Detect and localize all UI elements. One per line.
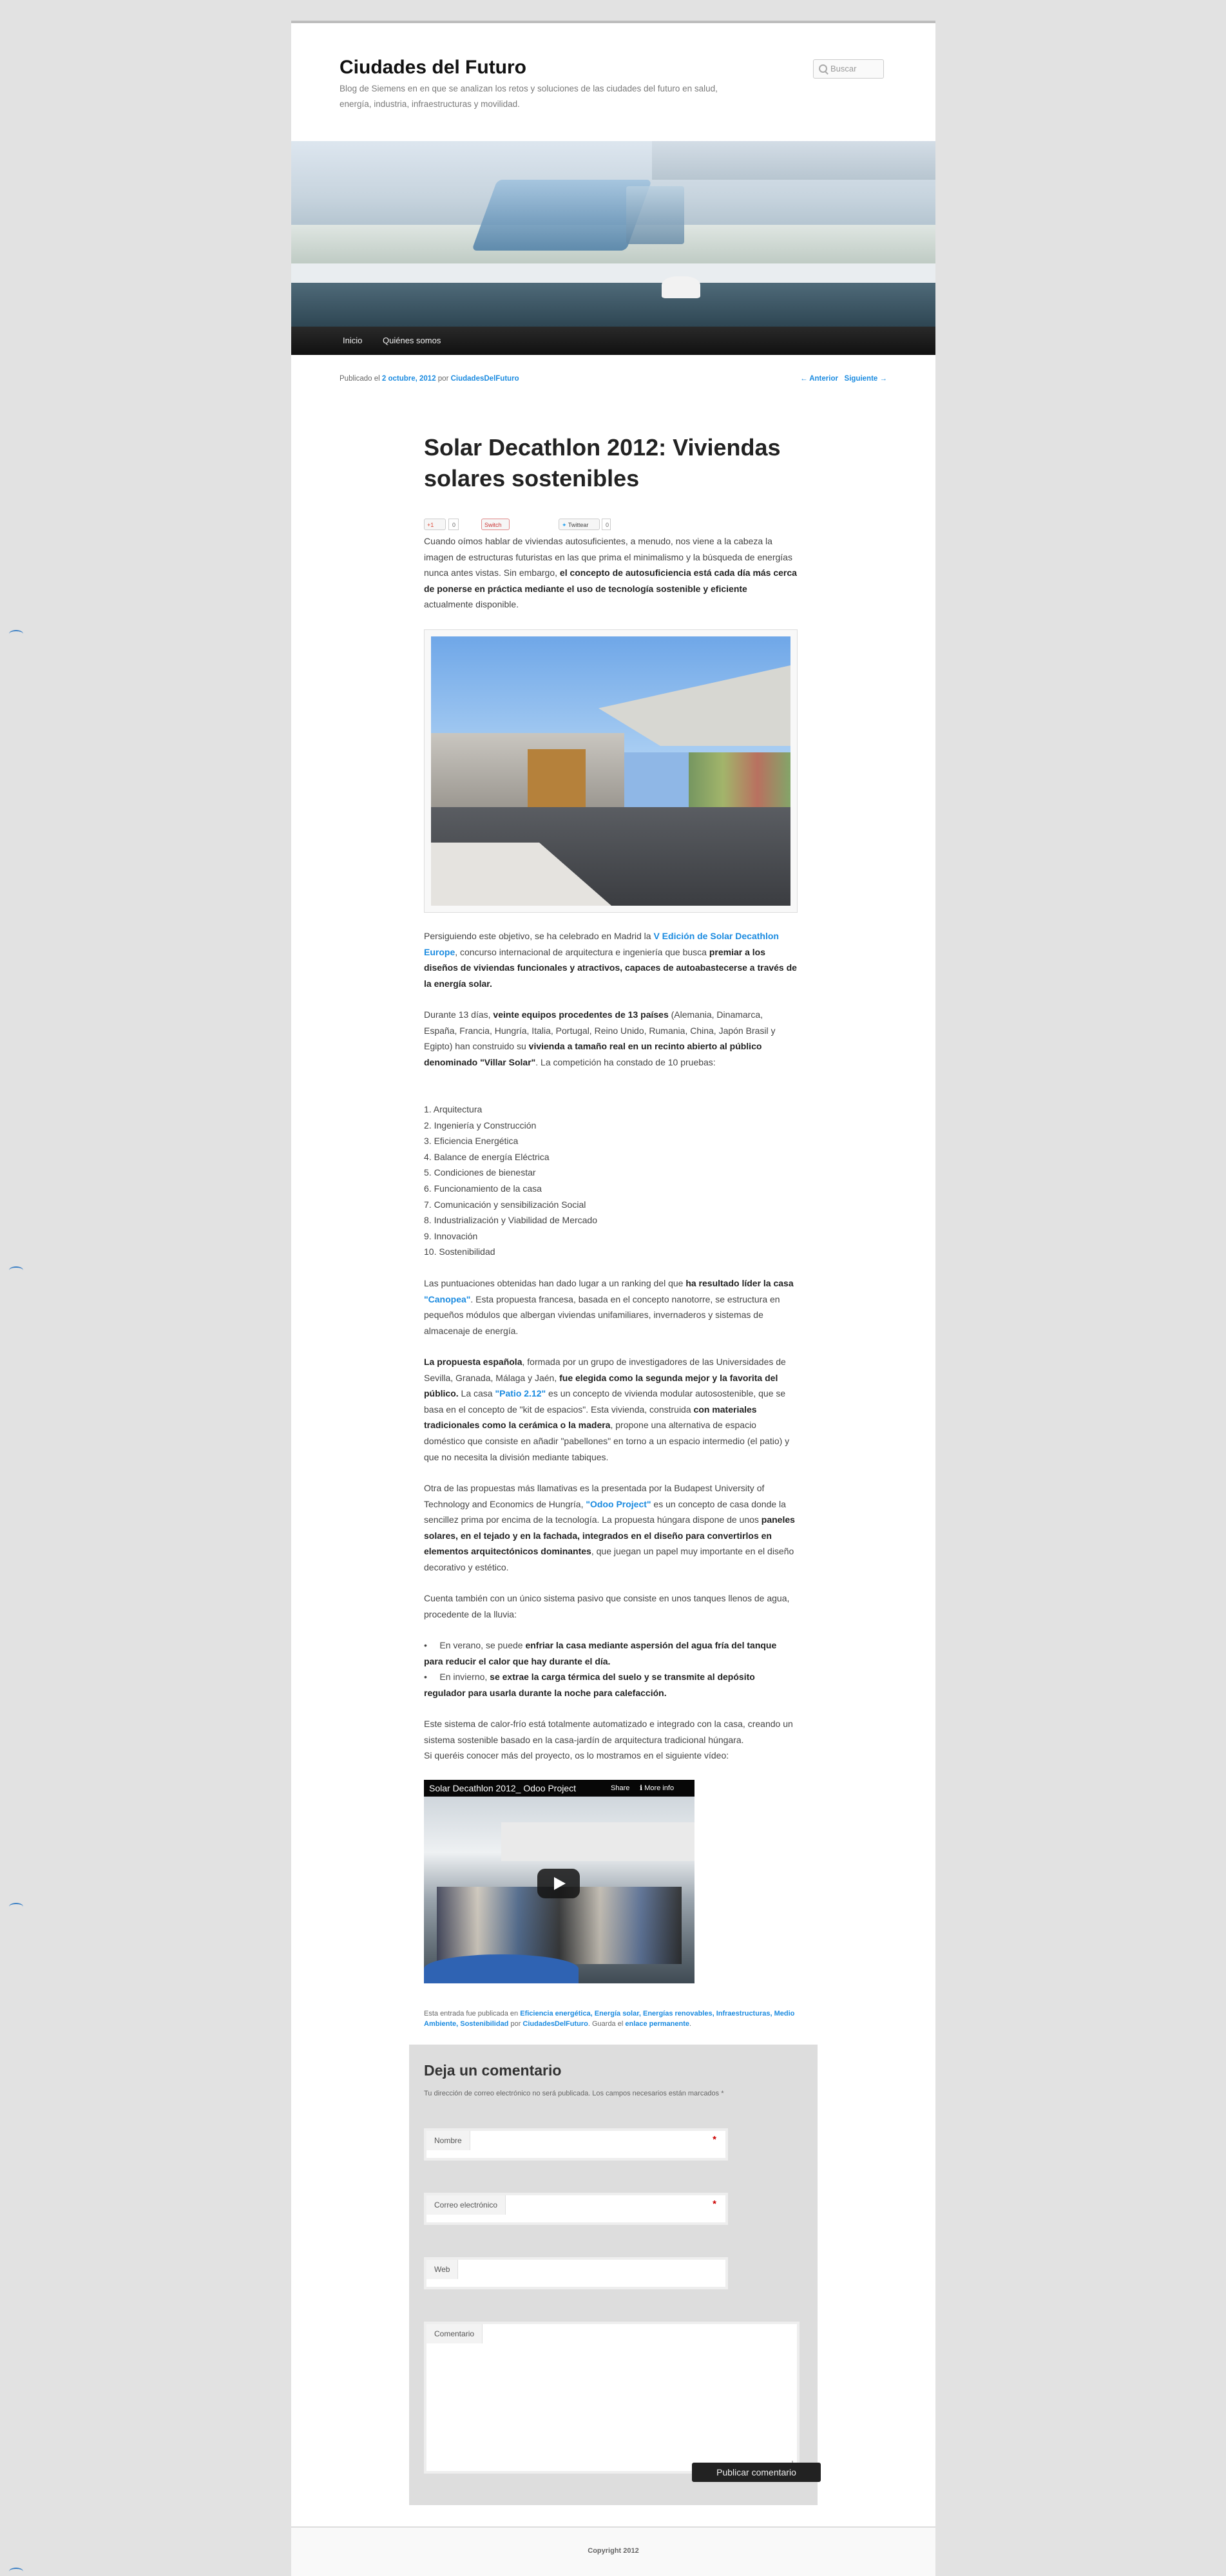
main-navigation <box>291 327 935 355</box>
previous-post-link[interactable]: ← Anterior <box>800 375 838 383</box>
bullet-list <box>424 1637 798 1701</box>
required-mark: * <box>713 2134 716 2145</box>
list-item <box>424 1637 798 1669</box>
post-author-link[interactable]: CiudadesDelFuturo <box>450 375 519 383</box>
margin-mark <box>9 630 23 638</box>
list-item: 9. Innovación <box>424 1230 478 1241</box>
comment-label: Comentario <box>426 2324 483 2343</box>
search-placeholder: Buscar <box>830 64 857 73</box>
share-switch-button[interactable]: Switch <box>481 519 510 530</box>
text: , propone una alternativa de espacio doméstico que consiste en añadir "pabellones" en torno a un espacio intermedio (el patio) y que no necesita la división mediante tabiques. <box>424 1420 790 1462</box>
posted-on <box>340 375 519 383</box>
website-label: Web <box>426 2260 458 2279</box>
play-icon[interactable] <box>537 1869 580 1898</box>
nav-item-quienes-somos[interactable]: Quiénes somos <box>383 336 441 345</box>
entry-title: Solar Decathlon 2012: Viviendas solares sostenibles <box>424 434 781 491</box>
text: • En invierno, <box>424 1672 490 1683</box>
text: Cuando oímos hablar de viviendas autosuficientes, a menudo, nos viene a la cabeza la imagen de estructuras futuristas en las que prima el minimalismo y la búsqueda de energías nunca antes vistas. Sin embargo, <box>424 536 792 578</box>
posted-prefix: Publicado el <box>340 375 382 383</box>
paragraph-event <box>424 928 798 991</box>
video-more-info-button[interactable] <box>640 1780 674 1797</box>
search-icon <box>819 64 827 73</box>
paragraph-odoo <box>424 1480 798 1576</box>
bold-text: La propuesta española <box>424 1357 522 1367</box>
text: actualmente disponible. <box>424 599 519 610</box>
list-item: 2. Ingeniería y Construcción <box>424 1120 537 1131</box>
twitter-icon: ✦ <box>562 522 568 528</box>
text: Este sistema de calor-frío está totalmente automatizado e integrado con la casa, creando un sistema sostenible basado en la casa-jardín de arquitectura tradicional húngara. <box>424 1719 793 1745</box>
text: es un concepto de vivienda modular autosostenible, que se basa en el concepto de "kit de espacios". Esta vivienda, construida <box>424 1388 786 1415</box>
text: , formada por un grupo de investigadores de las Universidades de Sevilla, Granada, Málaga y Jaén, <box>424 1357 786 1383</box>
gplus-count: 0 <box>448 519 459 530</box>
paragraph-intro <box>424 533 798 613</box>
reply-title: Deja un comentario <box>424 2062 562 2079</box>
category-links[interactable]: Eficiencia energética, Energía solar, Energías renovables, Infraestructuras, Medio Ambiente, Sostenibilidad <box>424 2010 795 2028</box>
page <box>291 21 935 2573</box>
comment-form <box>409 2045 818 2505</box>
required-mark: * <box>713 2199 716 2209</box>
list-item: 6. Funcionamiento de la casa <box>424 1183 542 1194</box>
tests-list <box>424 1102 798 1260</box>
paragraph-automation <box>424 1716 798 1764</box>
text: (Alemania, Dinamarca, España, Francia, Hungría, Italia, Portugal, Reino Unido, Rumania, China, Japón Brasil y Egipto) han construido su <box>424 1009 776 1052</box>
text: • En verano, se puede <box>424 1640 526 1650</box>
bold-text: vivienda a tamaño real en un recinto abierto al público denominado "Villar Solar" <box>424 1041 762 1067</box>
tweet-button[interactable] <box>559 519 600 530</box>
list-item: 10. Sostenibilidad <box>424 1246 495 1257</box>
search-input[interactable] <box>813 59 884 79</box>
nav-item-inicio[interactable]: Inicio <box>343 336 363 345</box>
text: . Esta propuesta francesa, basada en el concepto nanotorre, se estructura en pequeños módulos que albergan viviendas unifamiliares, invernaderos y sistemas de almacenaje de energía. <box>424 1293 780 1336</box>
text: . La competición ha constado de 10 pruebas: <box>535 1056 716 1067</box>
video-title-bar <box>424 1780 694 1797</box>
margin-mark <box>9 2568 23 2575</box>
tweet-count: 0 <box>602 519 611 530</box>
bold-text: el concepto de autosuficiencia está cada día más cerca de ponerse en práctica mediante el uso de tecnología sostenible y eficiente <box>424 568 797 594</box>
paragraph-teams <box>424 1007 798 1070</box>
permalink[interactable]: enlace permanente <box>625 2020 690 2028</box>
website-field[interactable] <box>424 2257 728 2289</box>
list-item: 5. Condiciones de bienestar <box>424 1167 536 1178</box>
site-footer <box>291 2526 935 2576</box>
more-info-label: More info <box>644 1784 675 1792</box>
post-navigation <box>800 375 887 383</box>
margin-mark <box>9 1903 23 1911</box>
email-label: Correo electrónico <box>426 2195 506 2215</box>
list-item: 1. Arquitectura <box>424 1104 483 1114</box>
text: . Guarda el <box>588 2020 626 2028</box>
article-photo[interactable] <box>431 636 790 906</box>
copyright: Copyright 2012 <box>588 2547 639 2555</box>
name-label: Nombre <box>426 2131 470 2150</box>
list-item: 8. Industrialización y Viabilidad de Mercado <box>424 1215 598 1226</box>
tweet-label: Twittear <box>568 522 589 528</box>
next-post-link[interactable]: Siguiente → <box>844 375 887 383</box>
paragraph-spanish-proposal <box>424 1354 798 1465</box>
bold-text: se extrae la carga térmica del suelo y se transmite al depósito regulador para usarla durante la noche para calefacción. <box>424 1672 755 1698</box>
name-field[interactable] <box>424 2128 728 2161</box>
bold-text: enfriar la casa mediante aspersión del agua fría del tanque para reducir el calor que hay durante el día. <box>424 1640 777 1666</box>
list-item: 3. Eficiencia Energética <box>424 1136 519 1147</box>
odoo-project-link[interactable]: "Odoo Project" <box>586 1498 651 1509</box>
text: Las puntuaciones obtenidas han dado lugar a un ranking del que <box>424 1278 686 1288</box>
list-item: 7. Comunicación y sensibilización Social <box>424 1199 586 1210</box>
paragraph-canopea <box>424 1275 798 1339</box>
video-title[interactable]: Solar Decathlon 2012_ Odoo Project <box>429 1783 577 1793</box>
list-item: 4. Balance de energía Eléctrica <box>424 1151 550 1162</box>
text: , concurso internacional de arquitectura e ingeniería que busca <box>455 946 709 957</box>
text: Si queréis conocer más del proyecto, os lo mostramos en el siguiente vídeo: <box>424 1750 729 1761</box>
text: Durante 13 días, <box>424 1009 493 1020</box>
author-link[interactable]: CiudadesDelFuturo <box>522 2020 588 2028</box>
posted-by: por <box>436 375 451 383</box>
bold-text: premiar a los diseños de viviendas funcionales y atractivos, capaces de autoabastecerse a través de la energía solar. <box>424 946 797 989</box>
margin-mark <box>9 1266 23 1274</box>
gplus-button[interactable] <box>424 519 446 530</box>
comment-notes: Tu dirección de correo electrónico no será publicada. Los campos necesarios están marcados * <box>424 2090 724 2097</box>
text: . <box>689 2020 692 2028</box>
bold-text: ha resultado líder la casa <box>685 1278 794 1288</box>
canopea-link[interactable]: "Canopea" <box>424 1293 471 1304</box>
list-item <box>424 1669 798 1701</box>
text: por <box>508 2020 523 2028</box>
email-field[interactable] <box>424 2193 728 2225</box>
text: es un concepto de casa donde la sencillez prima por encima de la tecnología. La propuesta húngara dispone de unos <box>424 1498 786 1525</box>
gplus-label: +1 <box>427 522 434 528</box>
article-photo-frame <box>424 629 798 913</box>
entry-utility <box>424 2008 810 2029</box>
paragraph-passive-system: Cuenta también con un único sistema pasivo que consiste en unos tanques llenos de agua, procedente de la lluvia: <box>424 1593 790 1619</box>
bold-text: fue elegida como la segunda mejor y la favorita del público. <box>424 1372 778 1399</box>
post-date-link[interactable]: 2 octubre, 2012 <box>381 375 436 383</box>
solar-decathlon-link[interactable]: V Edición de Solar Decathlon Europe <box>424 931 779 957</box>
text: La casa <box>458 1388 495 1399</box>
video-player[interactable] <box>424 1780 694 1983</box>
comment-textarea[interactable] <box>424 2322 800 2474</box>
bold-text: paneles solares, en el tejado y en la fachada, integrados en el diseño para convertirlos en elementos arquitectónicos dominantes <box>424 1514 795 1557</box>
bold-text: veinte equipos procedentes de 13 países <box>493 1009 669 1020</box>
patio-link[interactable]: "Patio 2.12" <box>495 1388 546 1399</box>
text: Persiguiendo este objetivo, se ha celebrado en Madrid la <box>424 931 654 941</box>
info-icon: ℹ <box>640 1784 645 1792</box>
header-banner-image[interactable] <box>291 141 935 327</box>
bold-text: con materiales tradicionales como la cerámica o la madera <box>424 1404 757 1431</box>
submit-comment-button[interactable]: Publicar comentario <box>692 2463 821 2482</box>
text: , que juegan un papel muy importante en el diseño decorativo y estético. <box>424 1546 794 1572</box>
site-description: Blog de Siemens en en que se analizan los retos y soluciones de las ciudades del futuro en salud, energía, industria, infraestructuras y movilidad. <box>340 84 718 109</box>
site-title[interactable]: Ciudades del Futuro <box>340 57 527 78</box>
text: Otra de las propuestas más llamativas es la presentada por la Budapest University of Technology and Economics de Hungría, <box>424 1483 765 1509</box>
text: Esta entrada fue publicada en <box>424 2010 521 2018</box>
video-share-button[interactable]: Share <box>611 1784 630 1792</box>
